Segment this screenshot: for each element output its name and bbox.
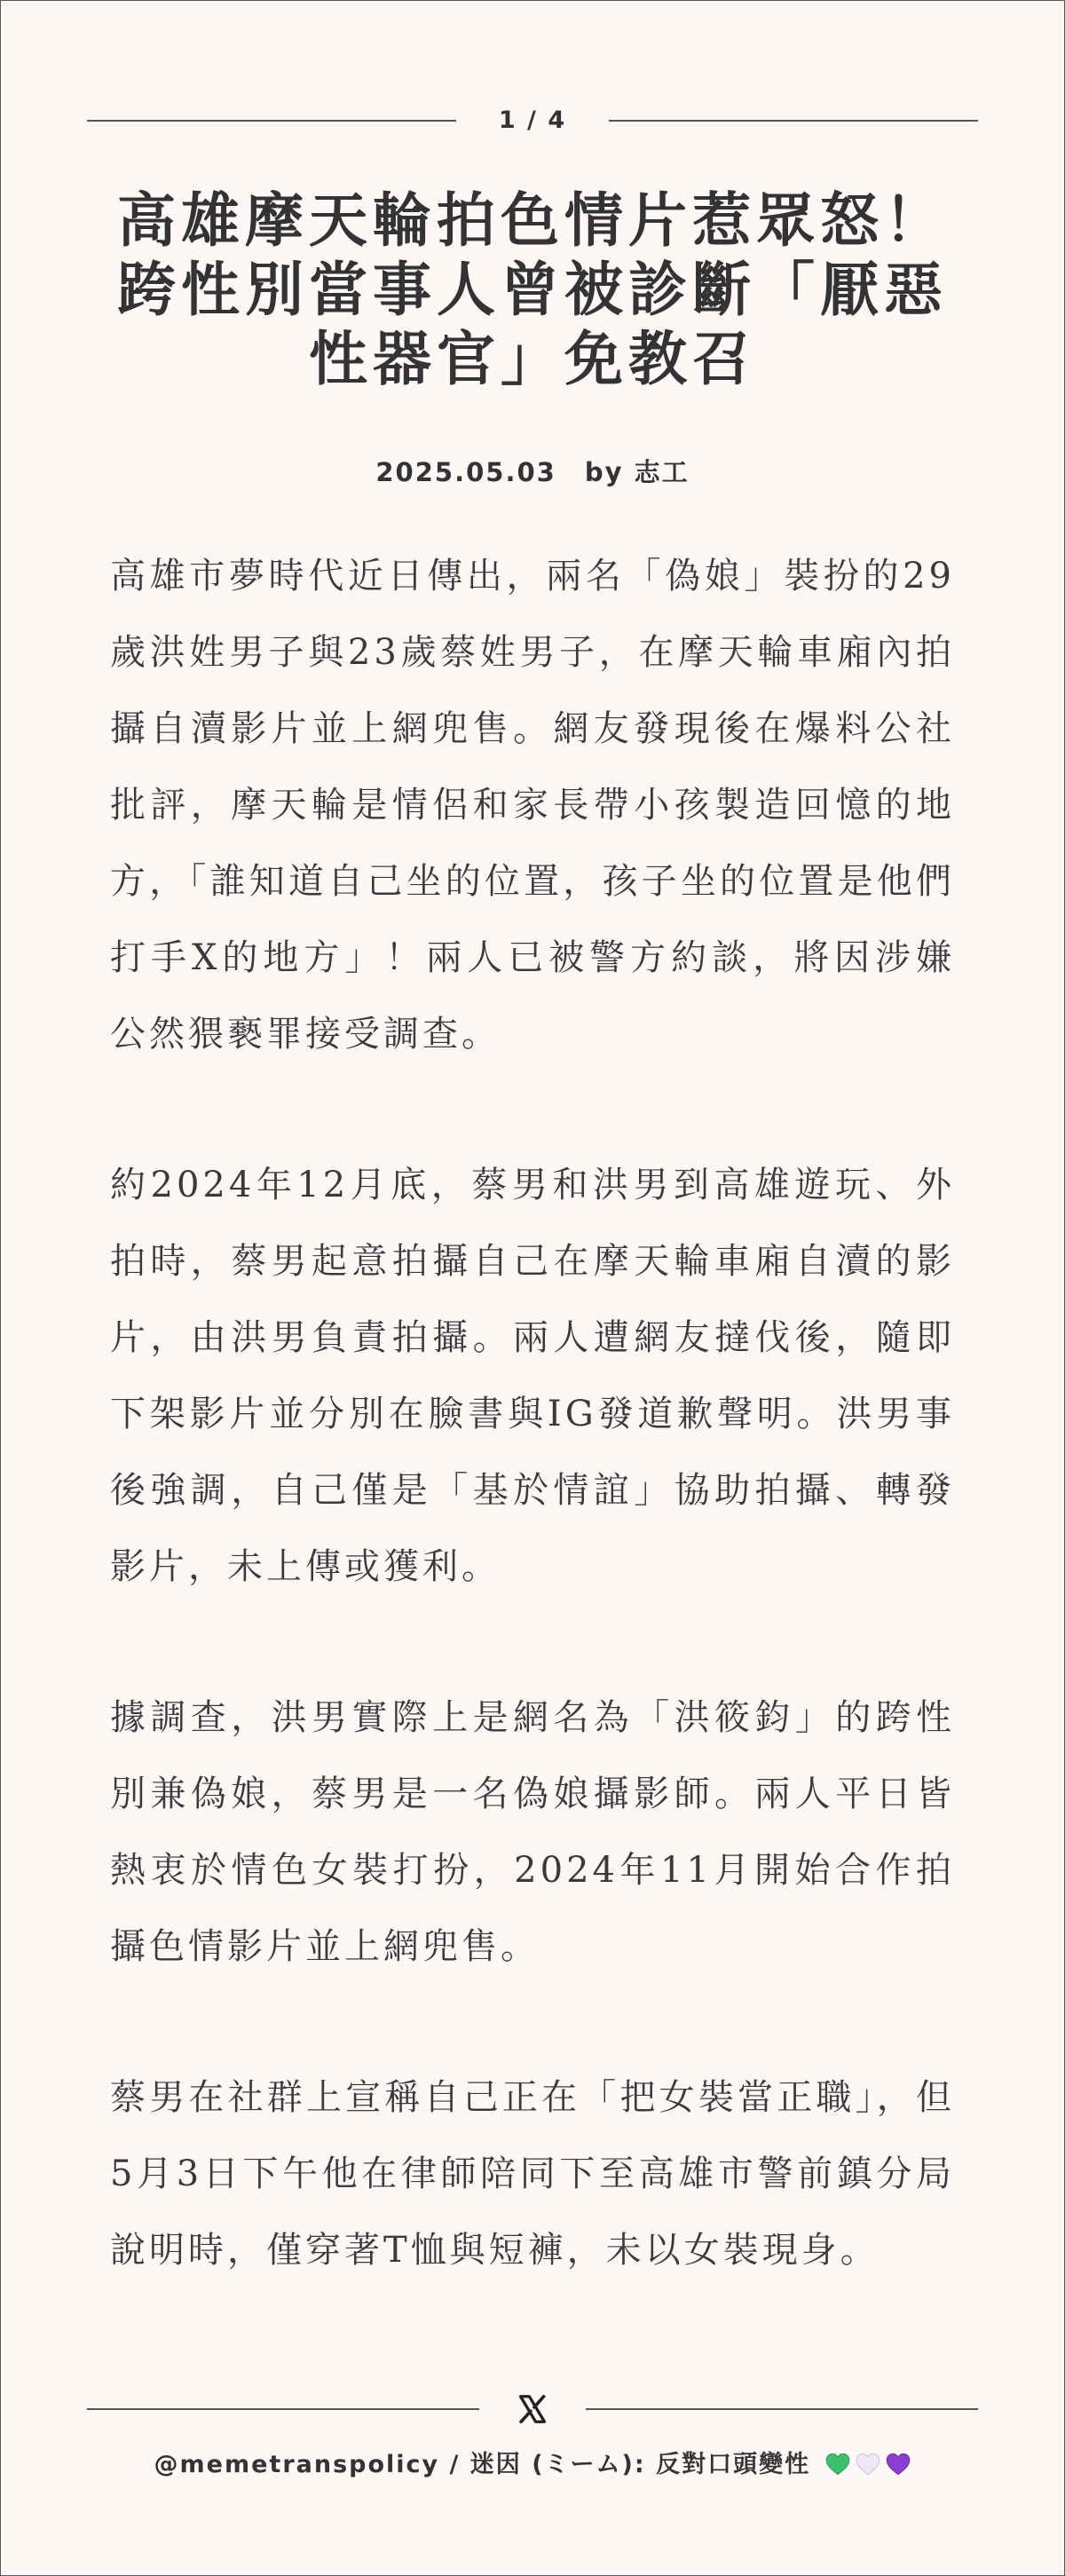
article-title (53, 186, 1012, 394)
article-paragraph: 據調查，洪男實際上是網名為「洪筱鈞」的跨性別兼偽娘，蔡男是一名偽娘攝影師。兩人平日皆熱衷於情色女裝打扮，2024年11月開始合作拍攝色情影片並上網兜售。 (110, 1697, 955, 1967)
green-heart-icon (825, 2453, 850, 2476)
article-paragraph: 蔡男在社群上宣稱自己正在「把女裝當正職」，但5月3日下午他在律師陪同下至高雄市警前鎮分局說明時，僅穿著T恤與短褲，未以女裝現身。 (110, 2077, 955, 2271)
article-meta (0, 453, 1065, 489)
title-line: 跨性別當事人曾被診斷「厭惡 (117, 256, 948, 324)
purple-heart-icon (886, 2453, 911, 2476)
footer-signature (0, 2445, 1065, 2479)
header-divider-left (87, 120, 456, 122)
article-paragraph: 約2024年12月底，蔡男和洪男到高雄遊玩、外拍時，蔡男起意拍攝自己在摩天輪車廂自瀆的影片，由洪男負責拍攝。兩人遭網友撻伐後，隨即下架影片並分別在臉書與IG發道歉聲明。洪男事後強調，自己僅是「基於情誼」協助拍攝、轉發影片，未上傳或獲利。 (110, 1165, 955, 1587)
title-line: 性器官」免教召 (309, 325, 756, 393)
article-date: 2025.05.03 (375, 457, 556, 487)
article-paragraph: 高雄市夢時代近日傳出，兩名「偽娘」裝扮的29歲洪姓男子與23歲蔡姓男子，在摩天輪車廂內拍攝自瀆影片並上網兜售。網友發現後在爆料公社批評，摩天輪是情侶和家長帶小孩製造回憶的地方，「誰知道自己坐的位置，孩子坐的位置是他們打手X的地方」！兩人已被警方約談，將因涉嫌公然猥褻罪接受調查。 (110, 556, 955, 1055)
x-logo-icon (517, 2393, 548, 2425)
title-line: 高雄摩天輪拍色情片惹眾怒！ (117, 186, 948, 255)
header-divider-right (609, 120, 978, 122)
white-heart-icon (856, 2453, 880, 2476)
signature-text: @memetranspolicy / 迷因 (ミーム): 反對口頭變性 (154, 2451, 811, 2478)
page-header (87, 103, 978, 138)
footer-divider-right (586, 2408, 978, 2410)
page-footer-divider (87, 2391, 978, 2427)
article-byline: by 志工 (584, 457, 690, 487)
page-indicator: 1 / 4 (498, 107, 567, 134)
footer-divider-left (87, 2408, 479, 2410)
article-body (110, 538, 955, 2363)
